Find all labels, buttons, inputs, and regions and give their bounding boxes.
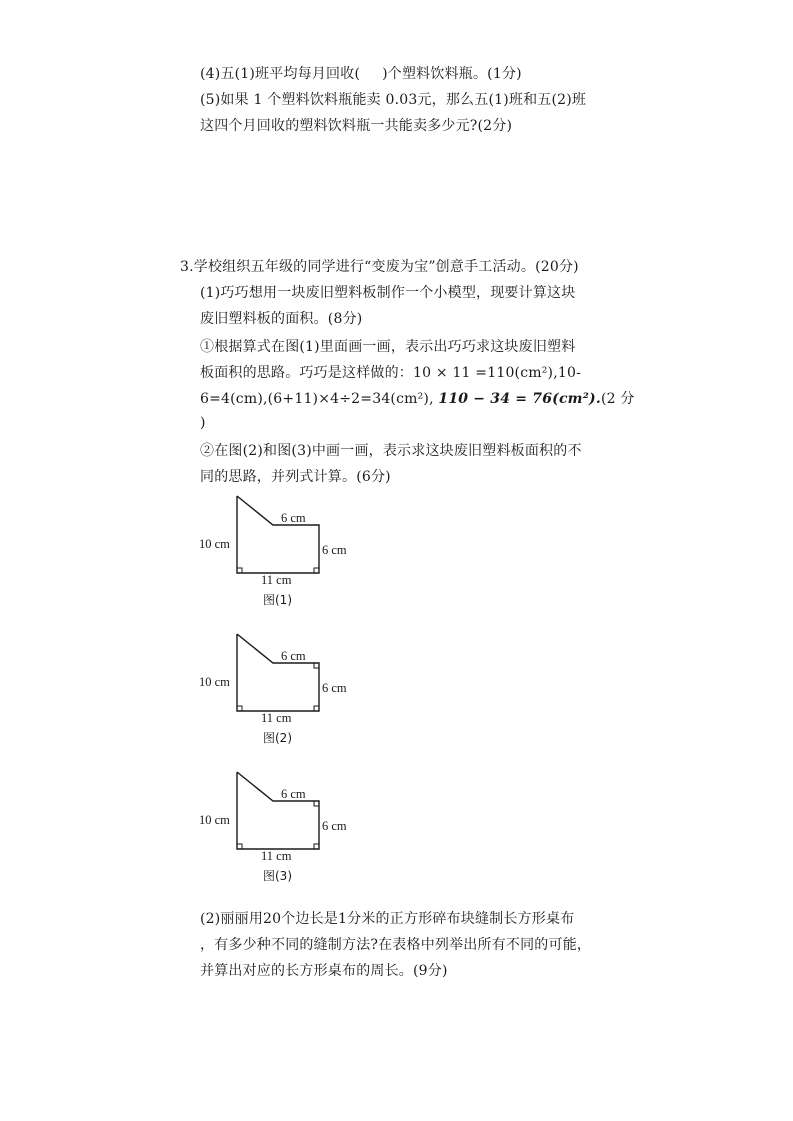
q3-item1-line3: 6=4(cm),(6+11)×4÷2=34(cm²), 110 − 34 = 76(cm²).(2 分 [200, 391, 635, 407]
figure-caption: 图(1) [263, 593, 292, 607]
q3-item1-line4: ) [200, 415, 206, 431]
figure-caption: 图(3) [263, 869, 292, 883]
bottom-side-label: 11 cm [261, 711, 292, 725]
trapezoid-shape-diagram [195, 766, 365, 891]
figure-2 [195, 628, 365, 753]
q3-item2-line2: 同的思路，并列式计算。(6分) [200, 469, 391, 485]
trapezoid-shape-diagram [195, 490, 365, 615]
q3-sub1-line2: 废旧塑料板的面积。(8分) [200, 311, 363, 327]
left-side-label: 10 cm [199, 537, 230, 551]
right-side-label: 6 cm [322, 543, 347, 557]
trapezoid-shape-diagram [195, 628, 365, 753]
figure-1 [195, 490, 365, 615]
bottom-side-label: 11 cm [261, 849, 292, 863]
top-side-label: 6 cm [281, 787, 306, 801]
top-side-label: 6 cm [281, 511, 306, 525]
right-side-label: 6 cm [322, 681, 347, 695]
q3-sub2-line3: 并算出对应的长方形桌布的周长。(9分) [200, 963, 448, 979]
top-side-label: 6 cm [281, 649, 306, 663]
q3-sub2-line1: (2)丽丽用20个边长是1分米的正方形碎布块缝制长方形桌布 [200, 911, 575, 927]
q3-item1-line1: ①根据算式在图(1)里面画一画，表示出巧巧求这块废旧塑料 [200, 339, 576, 355]
q2-part5-line1: (5)如果 1 个塑料饮料瓶能卖 0.03元，那么五(1)班和五(2)班 [200, 92, 587, 108]
q3-item1-line2: 板面积的思路。巧巧是这样做的：10 × 11 =110(cm²),10- [200, 365, 582, 381]
q3-sub1-line1: (1)巧巧想用一块废旧塑料板制作一个小模型，现要计算这块 [200, 285, 576, 301]
figure-caption: 图(2) [263, 731, 292, 745]
q3-title: 3.学校组织五年级的同学进行“变废为宝”创意手工活动。(20分) [180, 259, 579, 275]
math-expression: 110 − 34 = 76(cm²). [438, 391, 601, 407]
right-side-label: 6 cm [322, 819, 347, 833]
q2-part4: (4)五(1)班平均每月回收( )个塑料饮料瓶。(1分) [200, 66, 522, 82]
figure-3 [195, 766, 365, 891]
q2-part5-line2: 这四个月回收的塑料饮料瓶一共能卖多少元?(2分) [200, 118, 513, 134]
q3-item2-line1: ②在图(2)和图(3)中画一画，表示求这块废旧塑料板面积的不 [200, 443, 582, 459]
left-side-label: 10 cm [199, 675, 230, 689]
q3-sub2-line2: ，有多少种不同的缝制方法?在表格中列举出所有不同的可能， [200, 937, 592, 953]
left-side-label: 10 cm [199, 813, 230, 827]
bottom-side-label: 11 cm [261, 573, 292, 587]
